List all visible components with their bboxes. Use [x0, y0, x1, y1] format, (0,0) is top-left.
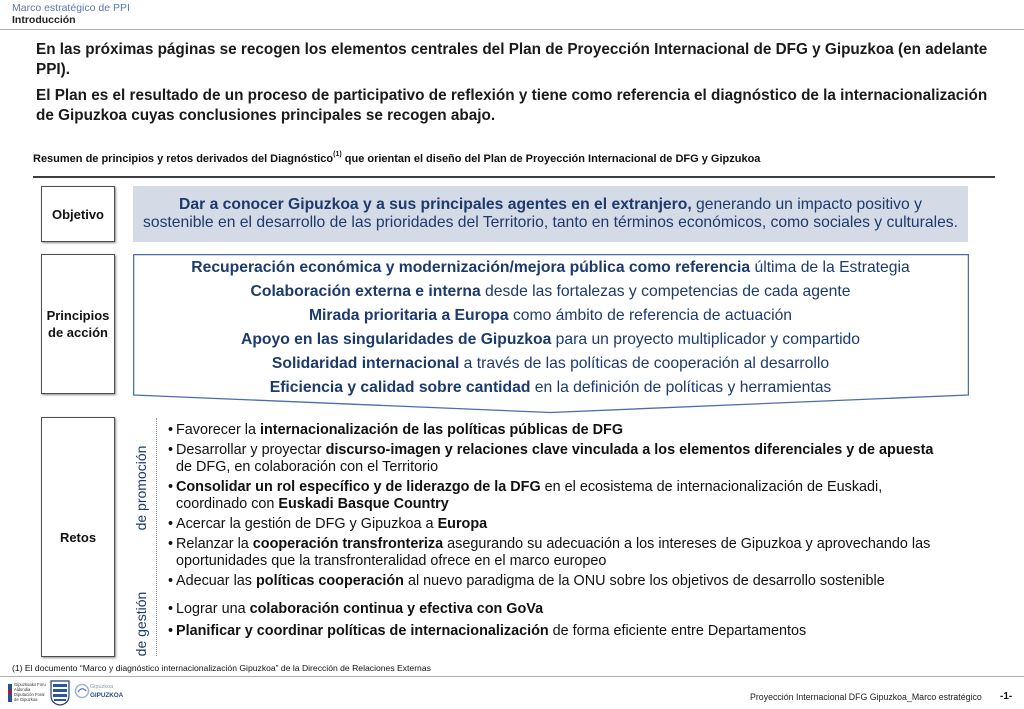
- text: en la definición de políticas y herramientas: [530, 379, 832, 396]
- bold-text: Eficiencia y calidad sobre cantidad: [269, 379, 531, 396]
- bullet-icon: [168, 516, 176, 533]
- bold-text: cooperación transfronteriza: [252, 536, 444, 552]
- objective-text: [143, 196, 958, 232]
- text: en el ecosistema de internacionalización de Euskadi,: [540, 479, 883, 495]
- challenge-item: [168, 573, 968, 590]
- dfg-logo: [8, 682, 48, 704]
- bold-text: Euskadi Basque Country: [278, 496, 449, 512]
- bold-text: Mirada prioritaria a Europa: [308, 307, 509, 324]
- bold-text: Recuperación económica y modernización/mejora pública como referencia: [191, 259, 751, 276]
- principles-label: [47, 307, 110, 341]
- text: al nuevo paradigma de la ONU sobre los objetivos de desarrollo sostenible: [403, 573, 885, 589]
- bold-text: discurso-imagen y relaciones clave vinculada a los elementos diferenciales y de apuesta: [325, 442, 934, 458]
- challenge-line: [176, 479, 968, 496]
- group-separator-line: [156, 418, 157, 656]
- summary-title-text: Resumen de principios y retos derivados del Diagnóstico: [33, 153, 334, 165]
- management-challenges-list: [168, 601, 968, 645]
- challenge-text: [176, 623, 968, 640]
- bold-text: políticas cooperación: [256, 573, 404, 589]
- dfg-logo-text: [14, 682, 48, 702]
- text: desde las fortalezas y competencias de cada agente: [480, 283, 851, 300]
- gipuzkoa-logo-small-text: Gipuzkoa: [90, 684, 114, 690]
- text: generando un impacto positivo y: [691, 196, 922, 213]
- bold-text: Consolidar un rol específico y de liderazgo de la DFG: [176, 479, 541, 495]
- bold-text: Apoyo en las singularidades de Gipuzkoa: [240, 331, 552, 348]
- objective-line: [143, 196, 958, 214]
- summary-divider: [33, 176, 995, 178]
- challenge-line: [176, 459, 968, 476]
- header-divider: [0, 29, 1024, 30]
- bullet-icon: [168, 623, 176, 640]
- text: última de la Estrategia: [750, 259, 910, 276]
- text: para un proyecto multiplicador y compartido: [551, 331, 860, 348]
- text: de DFG, en colaboración con el Territorio: [176, 459, 439, 475]
- text: asegurando su adecuación a los intereses de Gipuzkoa y aprovechando las: [443, 536, 931, 552]
- challenge-text: [176, 601, 968, 618]
- crest-icon: [50, 680, 70, 706]
- principles-list: [133, 256, 968, 400]
- dfg-logo-line: Diputación Foral de Gipuzkoa: [14, 692, 45, 702]
- challenge-text: [176, 479, 968, 513]
- intro-paragraph: En las próximas páginas se recogen los elementos centrales del Plan de Proyección Internacional de DFG y Gipuzkoa (en adelante PPI).: [36, 41, 988, 78]
- challenge-line: [176, 442, 968, 459]
- management-group-label: de gestión: [133, 591, 149, 657]
- footer-divider: [0, 676, 1024, 677]
- principle-item: [133, 352, 968, 376]
- principle-item: [133, 304, 968, 328]
- challenge-item: [168, 479, 968, 513]
- bold-text: Colaboración externa e interna: [250, 283, 481, 300]
- text: Acercar la gestión de DFG y Gipuzkoa a: [176, 516, 438, 532]
- objective-line: [143, 214, 958, 232]
- bullet-icon: [168, 422, 176, 439]
- challenge-item: [168, 516, 968, 533]
- gipuzkoa-logo-text: GIPUZKOA: [90, 692, 124, 699]
- gipuzkoa-swirl-icon: [74, 683, 90, 699]
- challenge-item: [168, 422, 968, 439]
- text: Favorecer la: [176, 422, 260, 438]
- challenge-item: [168, 601, 968, 618]
- objective-label-box: [41, 186, 115, 242]
- bold-text: Solidaridad internacional: [271, 355, 460, 372]
- bullet-icon: [168, 536, 176, 553]
- principles-label-box: [41, 254, 115, 394]
- objective-statement: [133, 186, 968, 242]
- challenge-line: [176, 573, 968, 590]
- summary-title: [33, 153, 760, 166]
- challenge-item: [168, 442, 968, 476]
- gipuzkoa-logo: [74, 683, 126, 703]
- objective-label: Objetivo: [51, 206, 104, 222]
- challenge-text: [176, 516, 968, 533]
- text: a través de las políticas de cooperación al desarrollo: [459, 355, 830, 372]
- bold-text: colaboración continua y efectiva con GoVa: [249, 601, 544, 617]
- bullet-icon: [168, 479, 176, 496]
- text: Adecuar las: [176, 573, 256, 589]
- bullet-icon: [168, 601, 176, 618]
- bold-text: Europa: [437, 516, 488, 532]
- text: de forma eficiente entre Departamentos: [548, 623, 807, 639]
- challenge-item: [168, 536, 968, 570]
- challenge-text: [176, 422, 968, 439]
- principle-item: [133, 376, 968, 400]
- text: Lograr una: [176, 601, 250, 617]
- footnote-reference: (1): [333, 151, 342, 159]
- intro-text: [36, 40, 998, 132]
- principles-label-line: Principios: [46, 308, 110, 323]
- dfg-emblem-icon: [8, 684, 13, 702]
- section-title: Marco estratégico de PPI: [12, 2, 130, 14]
- text: Relanzar la: [176, 536, 253, 552]
- challenge-line: [176, 516, 968, 533]
- bold-text: internacionalización de las políticas públicas de DFG: [259, 422, 624, 438]
- text: coordinado con: [176, 496, 279, 512]
- challenges-label-box: [41, 417, 115, 657]
- footer-document-title: Proyección Internacional DFG Gipuzkoa_Marco estratégico: [750, 692, 982, 702]
- promotion-group-label: de promoción: [133, 445, 149, 531]
- principles-label-line: de acción: [48, 325, 108, 340]
- challenge-line: [176, 623, 968, 640]
- bullet-icon: [168, 442, 176, 459]
- challenge-item: [168, 623, 968, 640]
- challenge-line: [176, 496, 968, 513]
- challenge-text: [176, 536, 968, 570]
- intro-paragraph: El Plan es el resultado de un proceso de participativo de reflexión y tiene como referencia el diagnóstico de la internacionalización de Gipuzkoa cuyas conclusiones principales se recogen abajo.: [36, 87, 988, 124]
- principle-item: [133, 256, 968, 280]
- text: oportunidades que la transfronteralidad ofrece en el marco europeo: [176, 553, 607, 569]
- text: Desarrollar y proyectar: [176, 442, 326, 458]
- summary-title-text: que orientan el diseño del Plan de Proyección Internacional de DFG y Gipzukoa: [341, 153, 761, 165]
- challenges-label: Retos: [59, 529, 97, 545]
- dfg-logo-line: Gipuzkoako Foru Aldundia: [14, 682, 46, 692]
- promotion-challenges-list: [168, 422, 968, 593]
- challenge-line: [176, 536, 968, 553]
- footnote: (1) El documento “Marco y diagnóstico internacionalización Gipuzkoa” de la Dirección de Relaciones Externas: [12, 663, 431, 673]
- bold-text: Planificar y coordinar políticas de internacionalización: [176, 623, 549, 639]
- challenge-text: [176, 442, 968, 476]
- bold-text: Dar a conocer Gipuzkoa y a sus principales agentes en el extranjero,: [179, 196, 692, 213]
- page-number: -1-: [1000, 691, 1013, 702]
- text: como ámbito de referencia de actuación: [508, 307, 793, 324]
- subsection-title: Introducción: [12, 14, 76, 26]
- text: sostenible en el desarrollo de las prioridades del Territorio, tanto en términos económicos, como sociales y culturales.: [143, 214, 958, 231]
- challenge-line: [176, 422, 968, 439]
- challenge-text: [176, 573, 968, 590]
- bullet-icon: [168, 573, 176, 590]
- challenge-line: [176, 553, 968, 570]
- principle-item: [133, 328, 968, 352]
- challenge-line: [176, 601, 968, 618]
- principle-item: [133, 280, 968, 304]
